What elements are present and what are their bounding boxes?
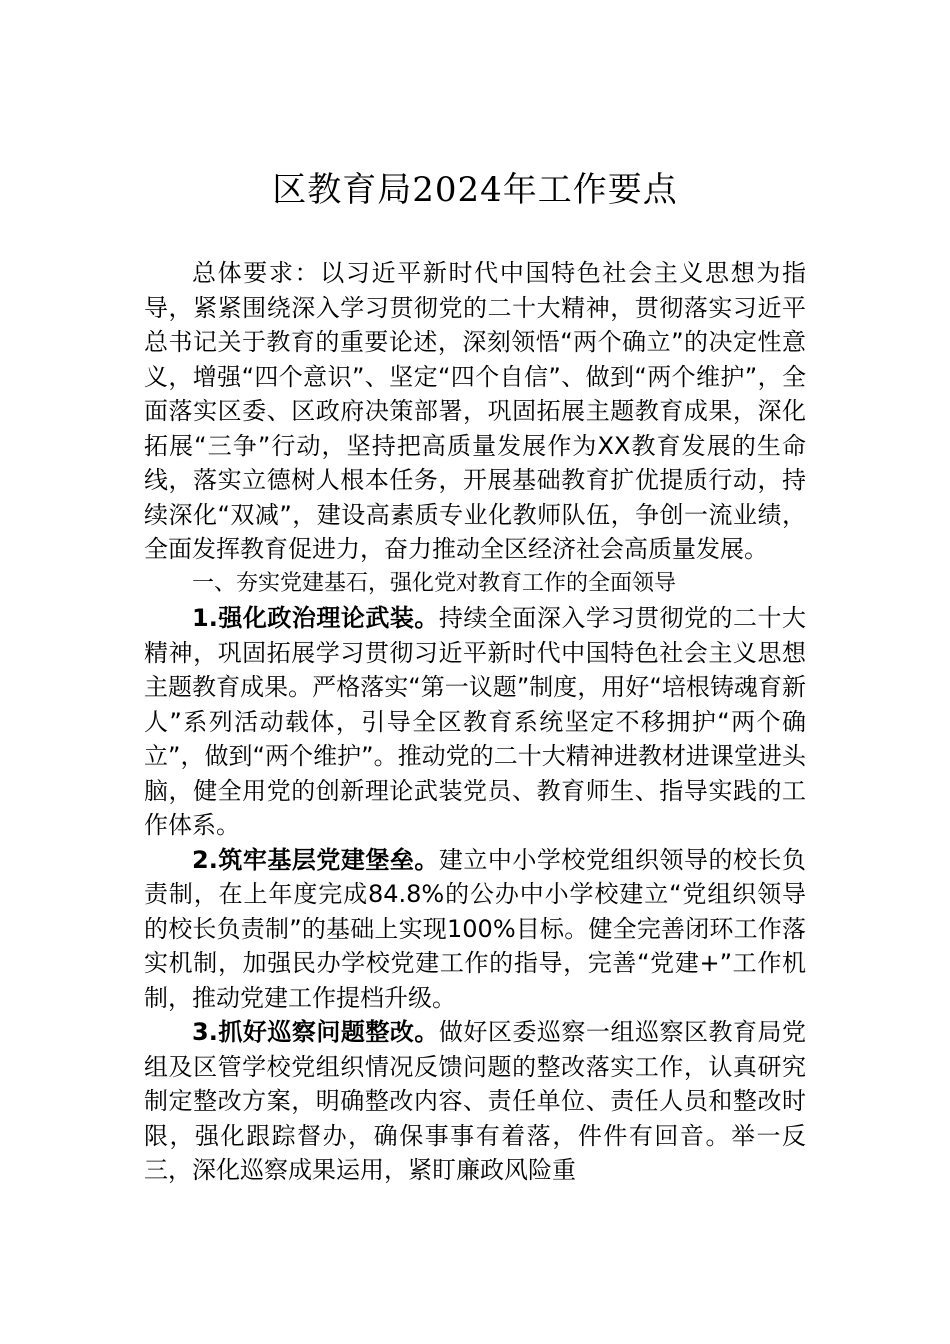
- section-heading-one: 一、夯实党建基石，强化党对教育工作的全面领导: [192, 570, 677, 596]
- intro-paragraph: 总体要求：以习近平新时代中国特色社会主义思想为指导，紧紧围绕深入学习贯彻党的二十大精神，贯彻落实习近平总书记关于教育的重要论述，深刻领悟“两个确立”的决定性意义，增强“四个意识”、坚定“四个自信”、做到“两个维护”，全面落实区委、区政府决策部署，巩固拓展主题教育成果，深化拓展“三争”行动，坚持把高质量发展作为XX教育发展的生命线，落实立德树人根本任务，开展基础教育扩优提质行动，持续深化“双减”，建设高素质专业化教师队伍，争创一流业绩，全面发挥教育促进力，奋力推动全区经济社会高质量发展。: [144, 259, 806, 563]
- item-lead-3: 3.抓好巡察问题整改。: [192, 1018, 439, 1046]
- item-paragraph-3: [144, 1015, 806, 1188]
- item-lead-2: 2.筑牢基层党建堡垒。: [192, 845, 439, 874]
- document-body: [144, 256, 806, 1188]
- item-paragraph-1: [144, 601, 806, 843]
- item-text-1: 持续全面深入学习贯彻党的二十大精神，巩固拓展学习贯彻习近平新时代中国特色社会主义思想主题教育成果。严格落实“第一议题”制度，用好“培根铸魂育新人”系列活动载体，引导全区教育系统坚定不移拥护“两个确立”，做到“两个维护”。推动党的二十大精神进教材进课堂进头脑，健全用党的创新理论武装党员、教育师生、指导实践的工作体系。: [144, 604, 806, 839]
- document-title: 区教育局2024年工作要点: [272, 170, 678, 210]
- item-lead-1: 1.强化政治理论武装。: [192, 604, 439, 632]
- item-paragraph-2: [144, 843, 806, 1016]
- item-text-2: 建立中小学校党组织领导的校长负责制，在上年度完成84.8%的公办中小学校建立“党组织领导的校长负责制”的基础上实现100%目标。健全完善闭环工作落实机制，加强民办学校党建工作的指导，完善“党建+”工作机制，推动党建工作提档升级。: [144, 845, 806, 1012]
- item-text-3: 做好区委巡察一组巡察区教育局党组及区管学校党组织情况反馈问题的整改落实工作，认真研究制定整改方案，明确整改内容、责任单位、责任人员和整改时限，强化跟踪督办，确保事事有着落，件件有回音。举一反三，深化巡察成果运用，紧盯廉政风险重: [144, 1018, 806, 1184]
